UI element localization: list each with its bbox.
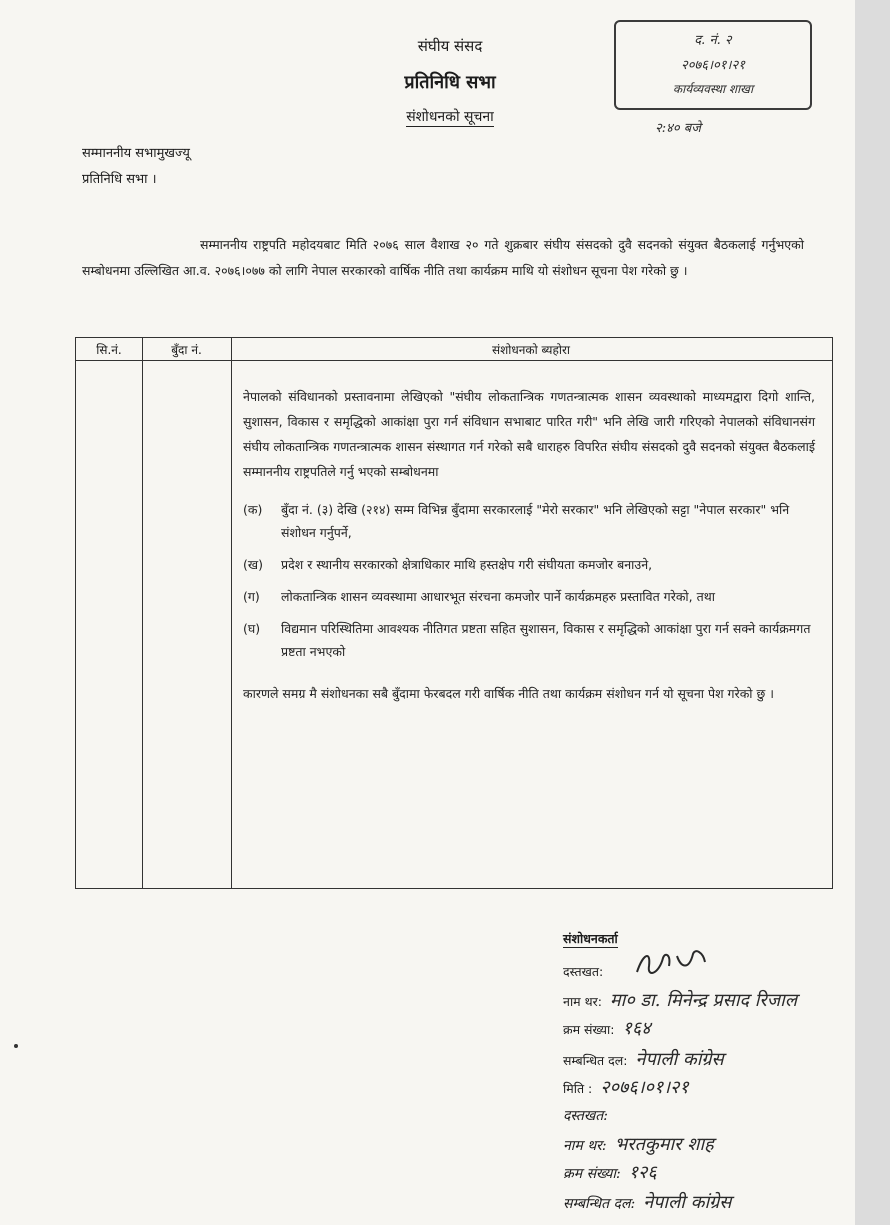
list-item (243, 553, 815, 576)
signatory-title: संशोधनकर्ता (563, 931, 618, 946)
header-house-of-representatives: प्रतिनिधि सभा (404, 72, 496, 93)
list-item-text: विद्यमान परिस्थितिमा आवश्यक नीतिगत प्रष्टता सहित सुशासन, विकास र समृद्धिको आकांक्षा पुरा गर्न सक्ने कार्यक्रमगत प्रष्टता नभएको (281, 621, 811, 659)
table-header-serial: सि.नं. (96, 343, 122, 357)
signature-mark-icon (633, 944, 713, 984)
list-item-text: प्रदेश र स्थानीय सरकारको क्षेत्राधिकार माथि हस्तक्षेप गरी संघीयता कमजोर बनाउने, (281, 557, 653, 572)
second-party-label: सम्बन्धित दल: (563, 1196, 636, 1212)
list-item-text: लोकतान्त्रिक शासन व्यवस्थामा आधारभूत संरचना कमजोर पार्ने कार्यक्रमहरु प्रस्तावित गरेको, तथा (281, 589, 715, 604)
list-item-label: (घ) (243, 621, 261, 636)
name-label: नाम थर: (563, 994, 602, 1009)
stamp-section: कार्यव्यवस्था शाखा (672, 82, 754, 96)
stamp-registration-number: द. नं. २ (694, 33, 732, 48)
name-row (563, 988, 797, 1012)
registration-stamp (614, 20, 812, 110)
list-item-text: बुँदा नं. (३) देखि (२१४) सम्म विभिन्न बुँदामा सरकारलाई "मेरो सरकार" भनि लेखिएको सट्टा "नेपाल सरकार" भनि संशोधन गर्नुपर्ने, (281, 502, 790, 540)
party-row (563, 1047, 724, 1071)
addressee-line-2: प्रतिनिधि सभा । (82, 172, 157, 187)
signature-label: दस्तखत: (563, 964, 604, 979)
scan-speck (14, 1044, 18, 1048)
table-header-content: संशोधनको ब्यहोरा (491, 343, 571, 357)
stamp-time: २:४० बजे (655, 121, 701, 136)
header-federal-parliament: संघीय संसद (417, 37, 483, 55)
date-row (563, 1075, 689, 1099)
party-label: सम्बन्धित दल: (563, 1053, 628, 1068)
addressee-line-1: सम्माननीय सभामुखज्यू (82, 146, 190, 161)
list-item-label: (ख) (243, 557, 263, 572)
stamp-date: २०७६।०१।२१ (681, 58, 745, 73)
second-party-value: नेपाली कांग्रेस (643, 1192, 732, 1213)
serial-number-value: १६४ (622, 1018, 651, 1039)
table-header-divider (76, 360, 832, 361)
party-value: नेपाली कांग्रेस (635, 1049, 724, 1070)
serial-number-label: क्रम संख्या: (563, 1022, 615, 1037)
list-item (243, 617, 815, 663)
table-column-divider-1 (142, 338, 143, 888)
list-item-label: (क) (243, 502, 263, 517)
amendment-list (243, 498, 815, 663)
list-item (243, 585, 815, 608)
conclusion-paragraph: कारणले समग्र मै संशोधनका सबै बुँदामा फेरबदल गरी वार्षिक नीति तथा कार्यक्रम संशोधन गर्न यो सूचना पेश गरेको छु । (243, 686, 774, 701)
signature-row (563, 960, 607, 981)
list-item-label: (ग) (243, 589, 260, 604)
list-item (243, 498, 815, 544)
amendment-table (75, 337, 833, 889)
second-serial-row (563, 1160, 657, 1184)
date-label: मिति : (563, 1081, 593, 1096)
table-column-divider-2 (231, 338, 232, 888)
table-header-point: बुँदा नं. (171, 343, 202, 357)
intro-paragraph: सम्माननीय राष्ट्रपति महोदयबाट मिति २०७६ साल वैशाख २० गते शुक्रबार संघीय संसदको दुवै सदनको संयुक्त बैठकलाई गर्नुभएको सम्बोधनमा उल्लिखित आ.व. २०७६।०७७ को लागि नेपाल सरकारको वार्षिक नीति तथा कार्यक्रम माथि यो संशोधन सूचना पेश गरेको छु । (82, 237, 804, 278)
second-name-row (563, 1132, 714, 1156)
date-value: २०७६।०१।२१ (600, 1077, 689, 1098)
second-signature-row (563, 1104, 612, 1125)
serial-number-row (563, 1016, 651, 1040)
scan-edge (855, 0, 890, 1225)
header-amendment-notice-text: संशोधनको सूचना (406, 109, 494, 125)
amendment-paragraph: नेपालको संविधानको प्रस्तावनामा लेखिएको "संघीय लोकतान्त्रिक गणतन्त्रात्मक शासन व्यवस्थाको माध्यमद्वारा दिगो शान्ति, सुशासन, विकास र समृद्धिको आकांक्षा पुरा गर्न संविधान सभाबाट पारित गरी" भनि लेखि जारी गरिएको नेपालको संविधानसंग संघीय लोकतान्त्रिक गणतन्त्रात्मक शासन संस्थागत गर्न गरेको सबै धाराहरु विपरित संघीय संसदको दुवै सदनको संयुक्त बैठकलाई सम्माननीय राष्ट्रपतिले गर्नु भएको सम्बोधनमा (243, 389, 815, 479)
second-serial-label: क्रम संख्या: (563, 1166, 621, 1182)
second-party-row (563, 1190, 731, 1214)
second-name-label: नाम थर: (563, 1138, 607, 1154)
second-signature-label: दस्तखत: (563, 1108, 609, 1124)
table-body-content (243, 384, 815, 706)
second-serial-value: १२६ (628, 1162, 657, 1183)
name-value: मा० डा. मिनेन्द्र प्रसाद रिजाल (609, 990, 798, 1011)
second-name-value: भरतकुमार शाह (614, 1134, 714, 1155)
